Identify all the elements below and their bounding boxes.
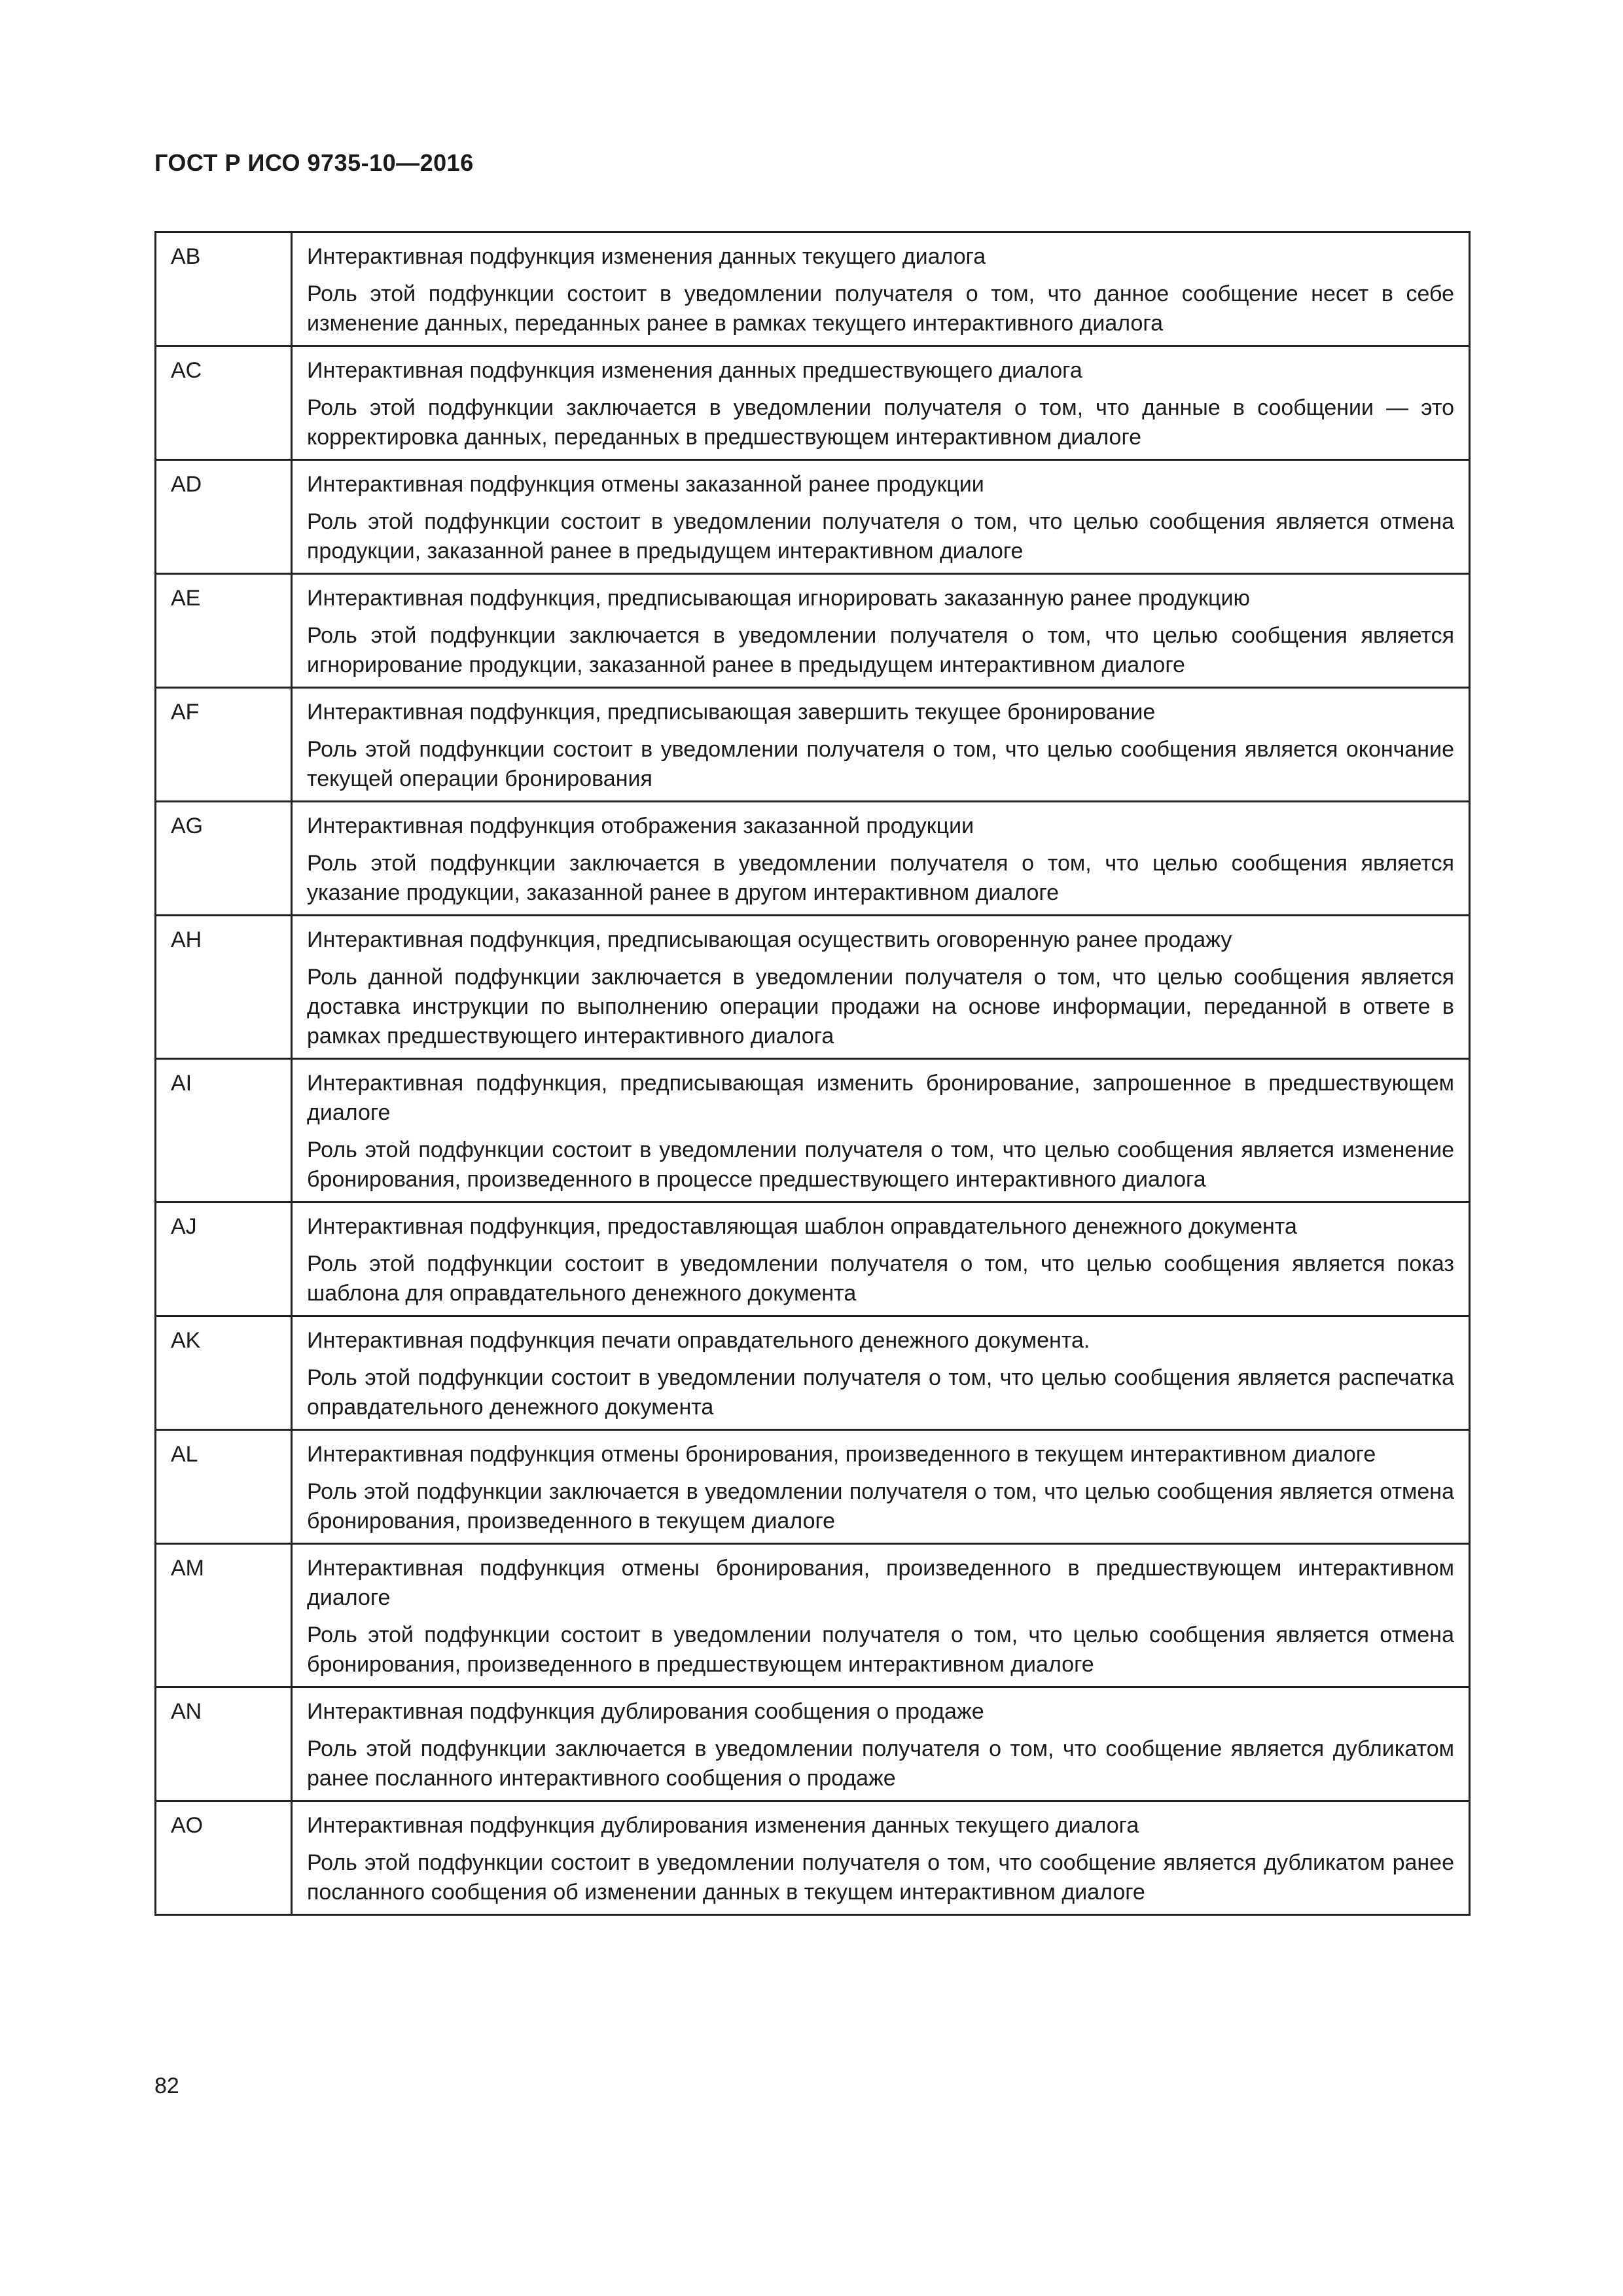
code-cell: AK bbox=[156, 1316, 292, 1430]
subfunction-role: Роль этой подфункции состоит в уведомлении получателя о том, что данное сообщение несет в себе изменение данных, переданных ранее в рамках текущего интерактивного диалога bbox=[307, 281, 1454, 336]
code-table-body bbox=[156, 232, 1470, 1915]
description-cell bbox=[292, 916, 1470, 1059]
code-cell: AE bbox=[156, 574, 292, 688]
subfunction-name: Интерактивная подфункция изменения данных предшествующего диалога bbox=[307, 358, 1082, 383]
description-cell bbox=[292, 574, 1470, 688]
table-row bbox=[156, 232, 1470, 346]
description-cell bbox=[292, 802, 1470, 916]
subfunction-role: Роль этой подфункции заключается в уведомлении получателя о том, что целью сообщения является отмена бронирования, произведенного в текущем диалоге bbox=[307, 1479, 1454, 1534]
code-cell: AO bbox=[156, 1801, 292, 1915]
description-cell bbox=[292, 1316, 1470, 1430]
subfunction-name: Интерактивная подфункция, предписывающая осуществить оговоренную ранее продажу bbox=[307, 927, 1232, 952]
code-cell: AC bbox=[156, 346, 292, 460]
description-cell bbox=[292, 232, 1470, 346]
subfunction-role: Роль этой подфункции состоит в уведомлении получателя о том, что целью сообщения является отмена продукции, заказанной ранее в предыдущем интерактивном диалоге bbox=[307, 509, 1454, 564]
table-row bbox=[156, 802, 1470, 916]
table-row bbox=[156, 1202, 1470, 1316]
description-cell bbox=[292, 688, 1470, 802]
code-cell: AG bbox=[156, 802, 292, 916]
subfunction-role: Роль этой подфункции состоит в уведомлении получателя о том, что целью сообщения является распечатка оправдательного денежного документа bbox=[307, 1365, 1454, 1420]
subfunction-name: Интерактивная подфункция, предоставляющая шаблон оправдательного денежного документа bbox=[307, 1214, 1297, 1239]
table-row bbox=[156, 460, 1470, 574]
table-row bbox=[156, 1687, 1470, 1801]
subfunction-name: Интерактивная подфункция, предписывающая завершить текущее бронирование bbox=[307, 700, 1156, 725]
code-cell: AN bbox=[156, 1687, 292, 1801]
subfunction-role: Роль этой подфункции состоит в уведомлении получателя о том, что целью сообщения является показ шаблона для оправдательного денежного документа bbox=[307, 1251, 1454, 1306]
page-number: 82 bbox=[154, 2073, 179, 2098]
description-cell bbox=[292, 1544, 1470, 1687]
subfunction-name: Интерактивная подфункция дублирования сообщения о продаже bbox=[307, 1699, 984, 1724]
code-cell: AM bbox=[156, 1544, 292, 1687]
table-row bbox=[156, 688, 1470, 802]
subfunction-code-table bbox=[154, 231, 1471, 1916]
subfunction-role: Роль этой подфункции заключается в уведомлении получателя о том, что целью сообщения является указание продукции, заказанной ранее в другом интерактивном диалоге bbox=[307, 851, 1454, 905]
subfunction-role: Роль этой подфункции состоит в уведомлении получателя о том, что сообщение является дубликатом ранее посланного сообщения об изменении данных в текущем интерактивном диалоге bbox=[307, 1850, 1454, 1905]
description-cell bbox=[292, 346, 1470, 460]
code-cell: AI bbox=[156, 1059, 292, 1202]
subfunction-name: Интерактивная подфункция, предписывающая изменить бронирование, запрошенное в предшествующем диалоге bbox=[307, 1071, 1454, 1125]
description-cell bbox=[292, 1430, 1470, 1544]
subfunction-name: Интерактивная подфункция отображения заказанной продукции bbox=[307, 814, 974, 838]
code-cell: AH bbox=[156, 916, 292, 1059]
document-header: ГОСТ Р ИСО 9735-10—2016 bbox=[154, 149, 474, 176]
code-cell: AB bbox=[156, 232, 292, 346]
description-cell bbox=[292, 1202, 1470, 1316]
table-row bbox=[156, 1430, 1470, 1544]
subfunction-name: Интерактивная подфункция дублирования изменения данных текущего диалога bbox=[307, 1813, 1139, 1838]
subfunction-role: Роль этой подфункции заключается в уведомлении получателя о том, что данные в сообщении — это корректировка данных, переданных в предшествующем интерактивном диалоге bbox=[307, 395, 1454, 450]
table-row bbox=[156, 346, 1470, 460]
code-cell: AJ bbox=[156, 1202, 292, 1316]
code-cell: AL bbox=[156, 1430, 292, 1544]
code-cell: AD bbox=[156, 460, 292, 574]
table-row bbox=[156, 1316, 1470, 1430]
subfunction-role: Роль этой подфункции состоит в уведомлении получателя о том, что целью сообщения является изменение бронирования, произведенного в процессе предшествующего интерактивного диалога bbox=[307, 1138, 1454, 1192]
description-cell bbox=[292, 1801, 1470, 1915]
subfunction-name: Интерактивная подфункция отмены бронирования, произведенного в текущем интерактивном диалоге bbox=[307, 1442, 1376, 1467]
subfunction-role: Роль этой подфункции состоит в уведомлении получателя о том, что целью сообщения является отмена бронирования, произведенного в предшествующем интерактивном диалоге bbox=[307, 1623, 1454, 1677]
subfunction-name: Интерактивная подфункция отмены заказанной ранее продукции bbox=[307, 472, 984, 497]
subfunction-name: Интерактивная подфункция, предписывающая игнорировать заказанную ранее продукцию bbox=[307, 586, 1251, 611]
subfunction-role: Роль этой подфункции состоит в уведомлении получателя о том, что целью сообщения является окончание текущей операции бронирования bbox=[307, 737, 1454, 791]
table-row bbox=[156, 916, 1470, 1059]
table-row bbox=[156, 1544, 1470, 1687]
subfunction-name: Интерактивная подфункция печати оправдательного денежного документа. bbox=[307, 1328, 1090, 1353]
subfunction-role: Роль этой подфункции заключается в уведомлении получателя о том, что сообщение является дубликатом ранее посланного интерактивного сообщения о продаже bbox=[307, 1736, 1454, 1791]
table-row bbox=[156, 574, 1470, 688]
subfunction-role: Роль данной подфункции заключается в уведомлении получателя о том, что целью сообщения является доставка инструкции по выполнению операции продажи на основе информации, переданной в ответе в рамках предшествующего интерактивного диалога bbox=[307, 965, 1454, 1049]
description-cell bbox=[292, 460, 1470, 574]
subfunction-name: Интерактивная подфункция изменения данных текущего диалога bbox=[307, 244, 986, 269]
subfunction-role: Роль этой подфункции заключается в уведомлении получателя о том, что целью сообщения является игнорирование продукции, заказанной ранее в предыдущем интерактивном диалоге bbox=[307, 623, 1454, 677]
description-cell bbox=[292, 1687, 1470, 1801]
description-cell bbox=[292, 1059, 1470, 1202]
code-cell: AF bbox=[156, 688, 292, 802]
subfunction-name: Интерактивная подфункция отмены бронирования, произведенного в предшествующем интерактивном диалоге bbox=[307, 1556, 1454, 1610]
table-row bbox=[156, 1059, 1470, 1202]
table-row bbox=[156, 1801, 1470, 1915]
